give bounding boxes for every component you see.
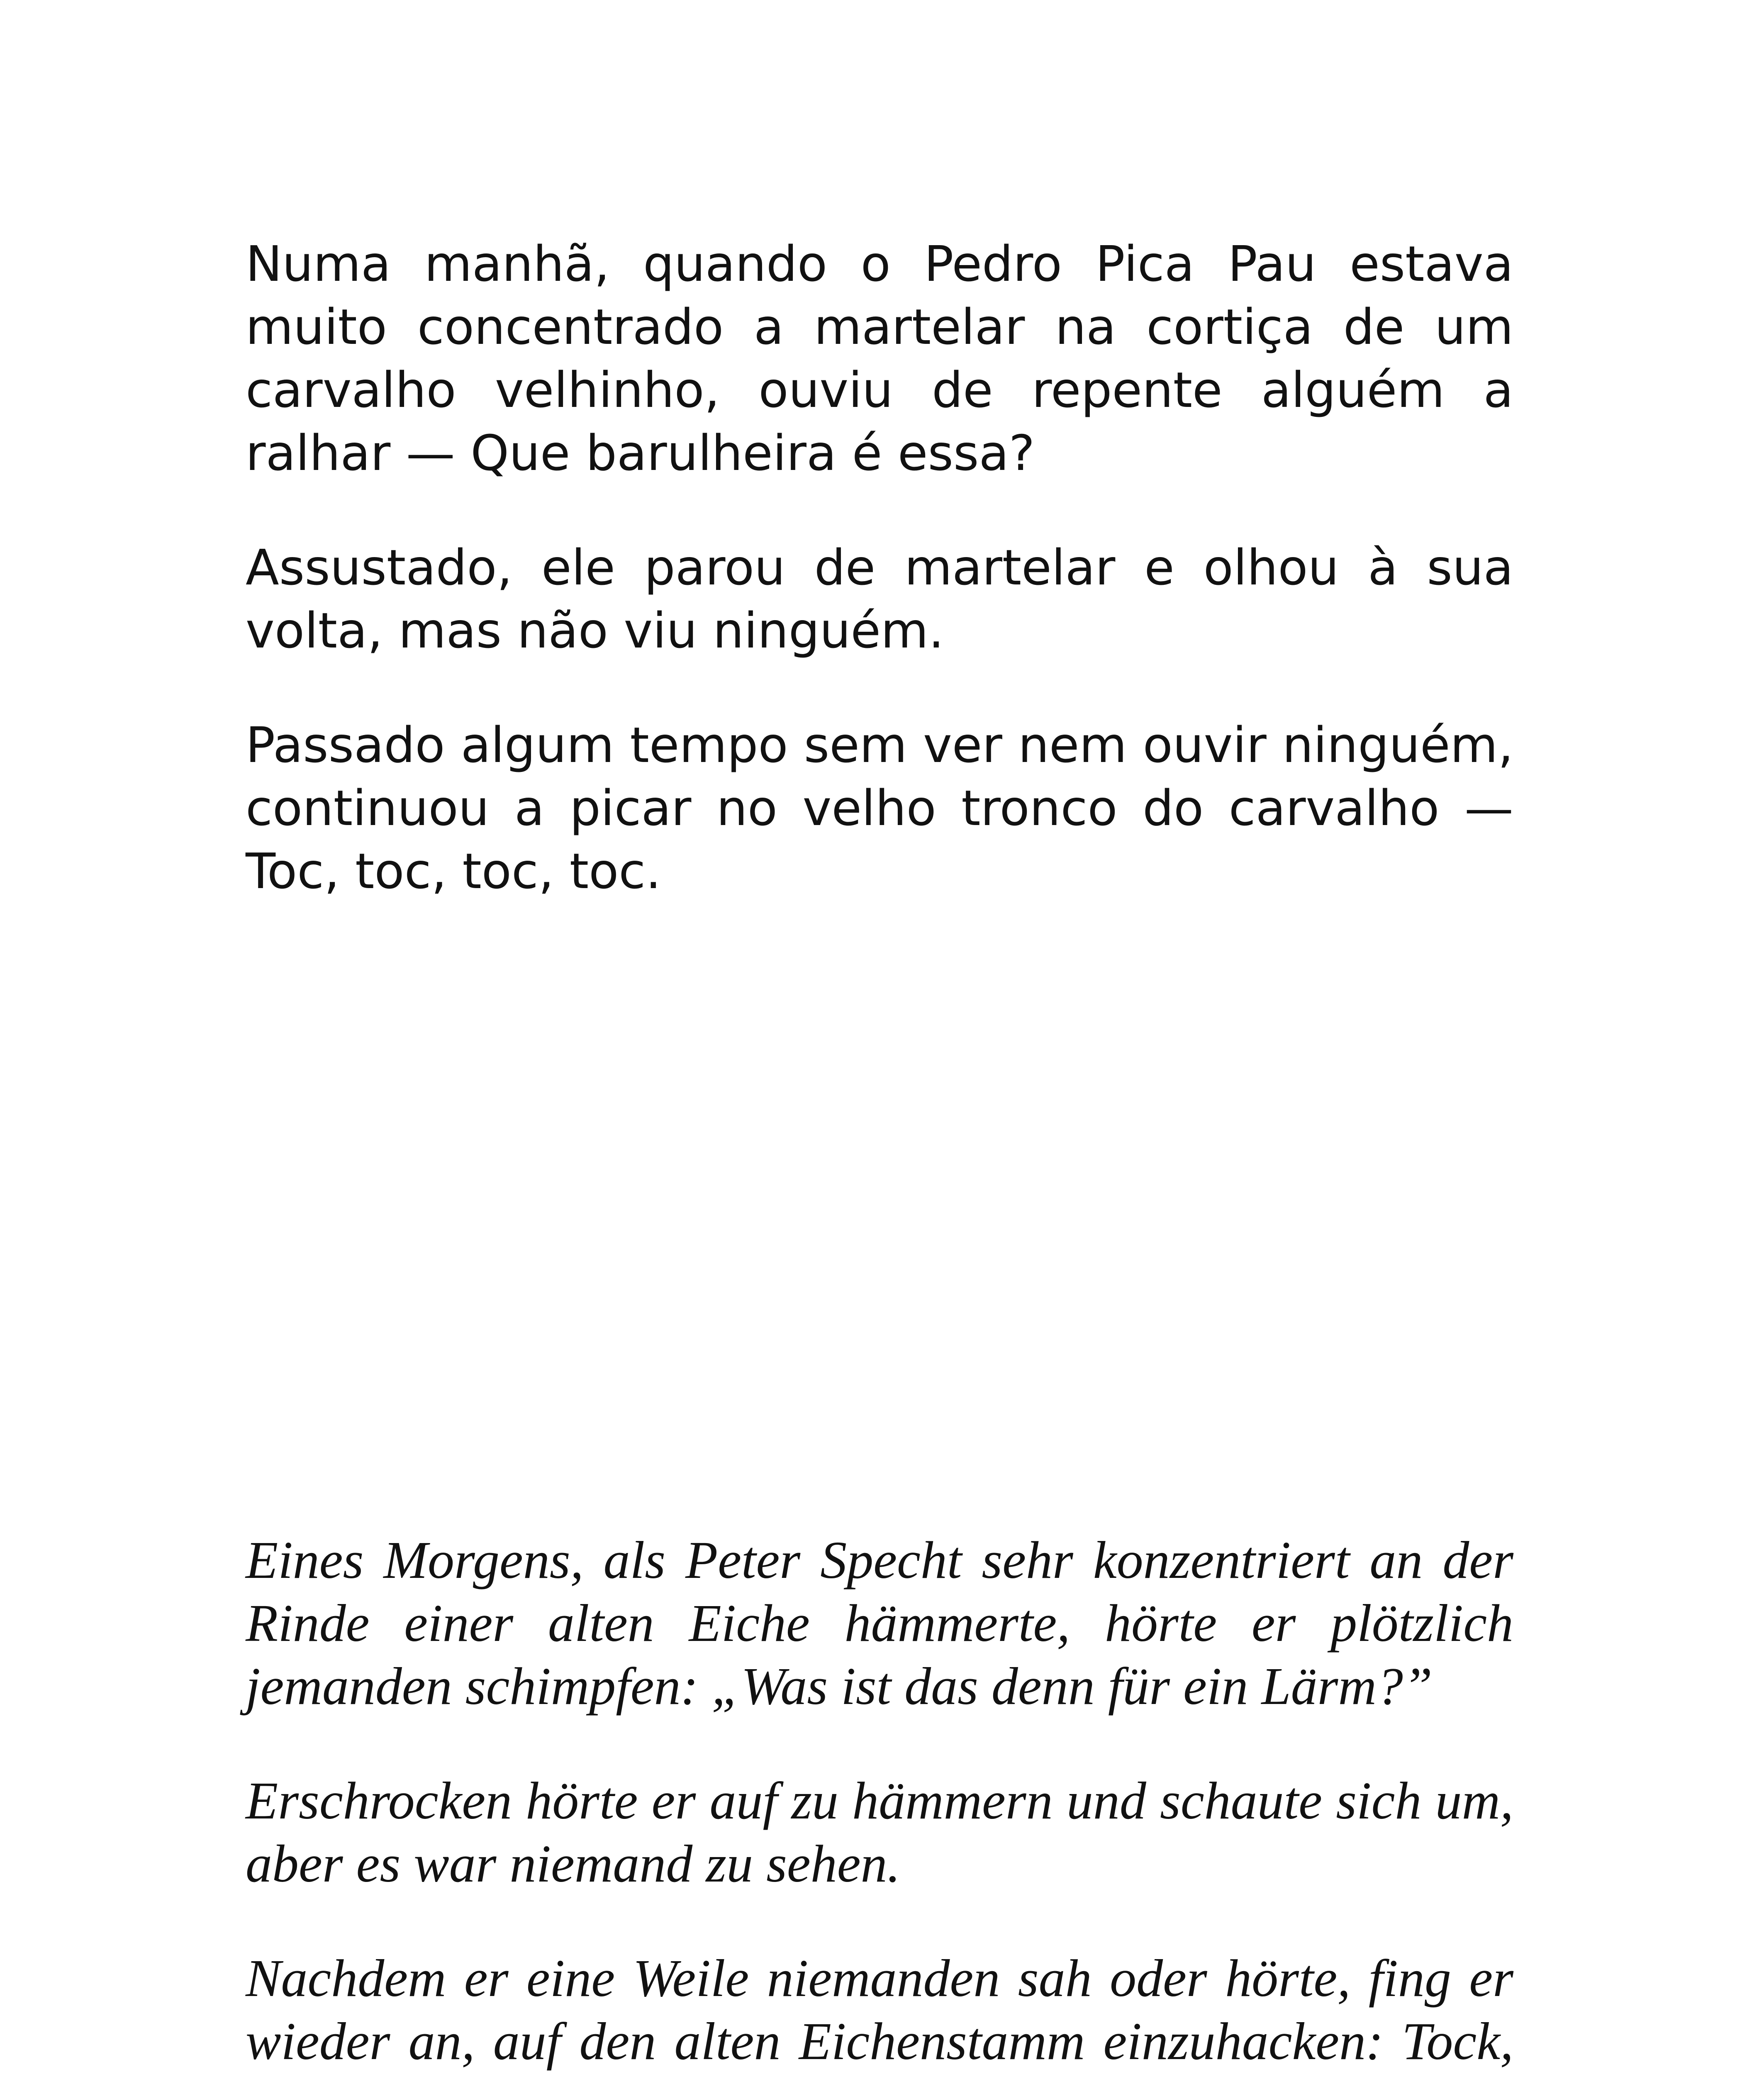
german-paragraph-3: Nachdem er eine Weile niemanden sah oder hörte, fing er wieder an, auf den alten Eichenstamm einzuhacken: Tock, [246, 1949, 1513, 2071]
portuguese-text-block [246, 232, 1513, 903]
portuguese-paragraph-2: Assustado, ele parou de martelar e olhou à sua volta, mas não viu ninguém. [246, 539, 1513, 659]
german-paragraph-1: Eines Morgens, als Peter Specht sehr konzentriert an der Rinde einer alten Eiche hämmerte, hörte er plötzlich jemanden schimpfen: „Was ist das denn für ein Lärm?” [246, 1531, 1513, 1716]
german-paragraph-2: Erschrocken hörte er auf zu hämmern und schaute sich um, aber es war niemand zu sehen. [246, 1771, 1513, 1893]
german-text-block [246, 1529, 1513, 2074]
portuguese-paragraph-1: Numa manhã, quando o Pedro Pica Pau estava muito concentrado a martelar na cortiça de um carvalho velhinho, ouviu de repente alguém a ralhar — Que barulheira é essa? [246, 235, 1513, 482]
portuguese-paragraph-3: Passado algum tempo sem ver nem ouvir ninguém, continuou a picar no velho tronco do carvalho — Toc, toc, toc, toc. [246, 716, 1513, 900]
